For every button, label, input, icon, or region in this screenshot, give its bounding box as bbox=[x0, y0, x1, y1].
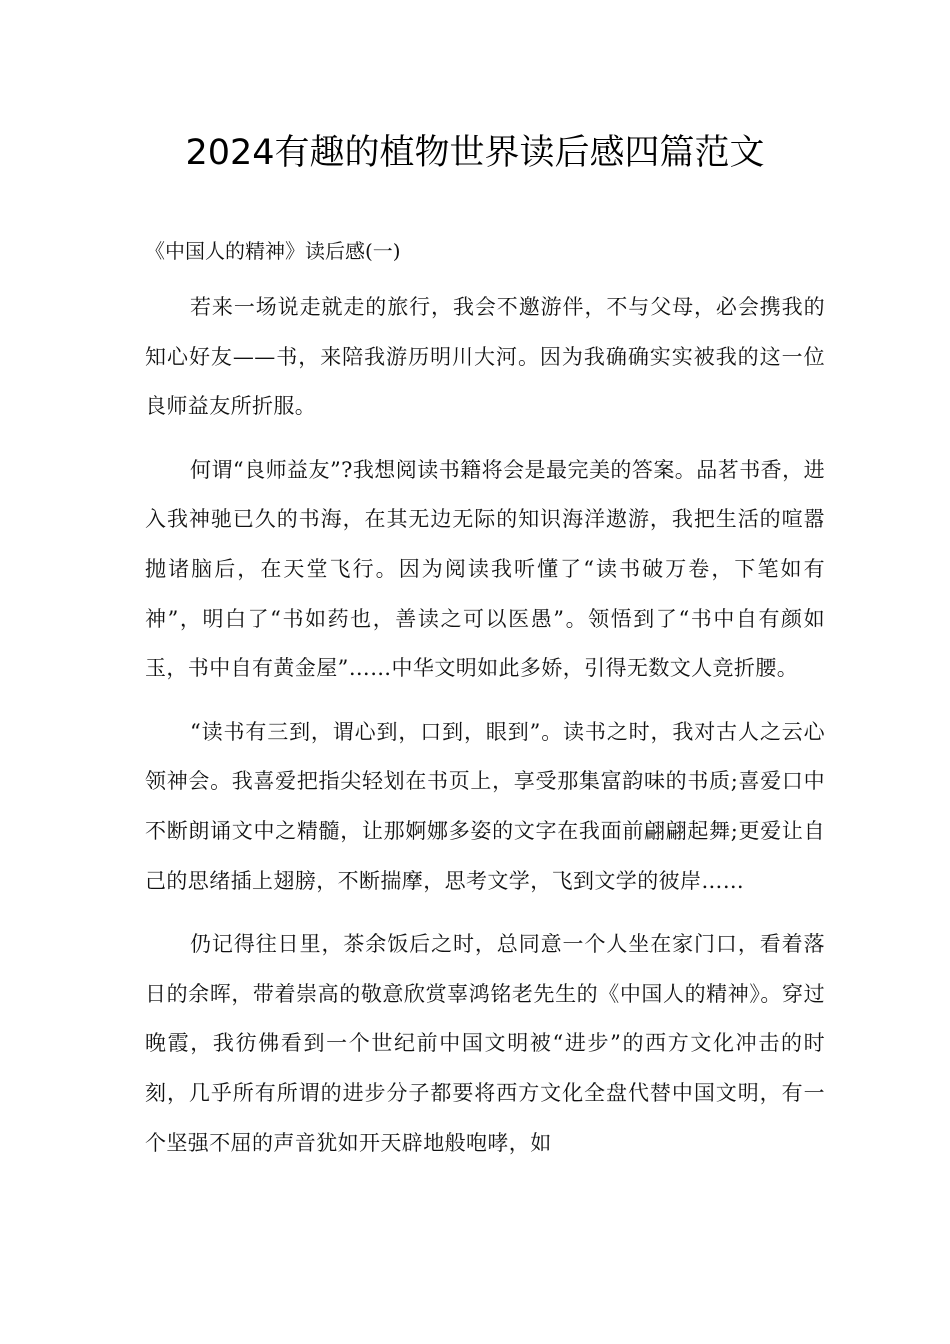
document-title: 2024有趣的植物世界读后感四篇范文 bbox=[185, 133, 765, 173]
paragraph-2: 何谓“良师益友”?我想阅读书籍将会是最完美的答案。品茗书香，进入我神驰已久的书海，在其无边无际的知识海洋遨游，我把生活的喧嚣抛诸脑后，在天堂飞行。因为阅读我听懂了“读书破万卷，下笔如有神”，明白了“书如药也，善读之可以医愚”。领悟到了“书中自有颜如玉，书中自有黄金屋”……中华文明如此多娇，引得无数文人竞折腰。 bbox=[145, 457, 825, 681]
document-body bbox=[145, 232, 825, 1168]
paragraph-4: 仍记得往日里，茶余饭后之时，总同意一个人坐在家门口，看着落日的余晖，带着崇高的敬意欣赏辜鸿铭老先生的《中国人的精神》。穿过晚霞，我彷佛看到一个世纪前中国文明被“进步”的西方文化冲击的时刻，几乎所有所谓的进步分子都要将西方文化全盘代替中国文明，有一个坚强不屈的声音犹如开天辟地般咆哮，如 bbox=[145, 932, 825, 1155]
paragraph-1: 若来一场说走就走的旅行，我会不邀游伴，不与父母，必会携我的知心好友——书，来陪我游历明川大河。因为我确确实实被我的这一位良师益友所折服。 bbox=[145, 295, 825, 419]
section-heading: 《中国人的精神》读后感(一) bbox=[145, 239, 401, 263]
paragraph-3: “读书有三到，谓心到，口到，眼到”。读书之时，我对古人之云心领神会。我喜爱把指尖轻划在书页上，享受那集富韵味的书质;喜爱口中不断朗诵文中之精髓，让那婀娜多姿的文字在我面前翩翩起舞;更爱让自己的思绪插上翅膀，不断揣摩，思考文学，飞到文学的彼岸…… bbox=[145, 719, 825, 893]
